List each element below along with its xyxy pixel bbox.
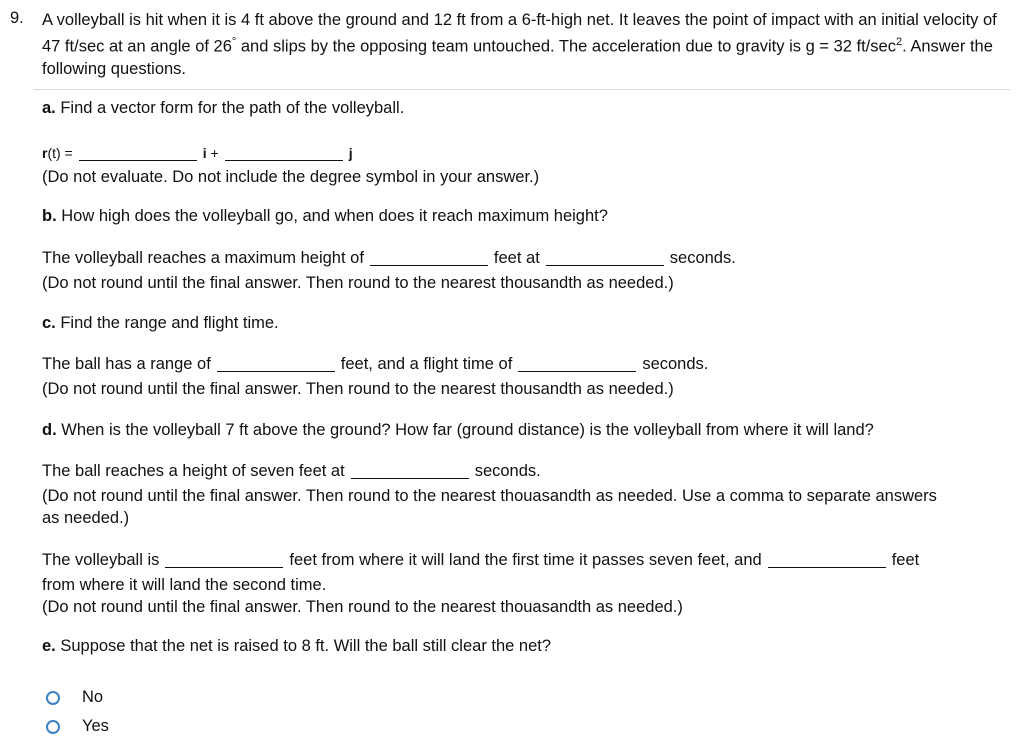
degree-symbol: ° [231,36,237,48]
part-c-text-1: The ball has a range of [42,355,211,373]
i-label: i [202,145,207,161]
part-d-text-6: from where it will land the second time. [42,576,327,594]
option-no[interactable] [46,688,103,707]
radio-circle-icon[interactable] [46,691,60,705]
divider [34,89,1010,90]
part-b-text-2: feet at [493,249,540,267]
part-d-prompt [42,421,874,440]
second-distance-input[interactable] [768,551,886,568]
part-d-note-2: (Do not round until the final answer. Then round to the nearest thouasandth as needed.) [42,598,683,616]
j-component-input[interactable] [225,144,343,161]
range-input[interactable] [217,355,335,372]
option-yes-label: Yes [82,717,109,735]
part-c-note: (Do not round until the final answer. Then round to the nearest thousandth as needed.) [42,380,674,398]
part-a-note: (Do not evaluate. Do not include the degree symbol in your answer.) [42,168,540,186]
part-d-text-4: feet from where it will land the first time it passes seven feet, and [289,551,762,569]
part-b-text: How high does the volleyball go, and when does it reach maximum height? [56,207,608,225]
part-d-note-1b: as needed.) [42,509,130,527]
part-c-answer-row [42,355,708,374]
part-b-letter: b. [42,207,57,225]
part-d-text-3: The volleyball is [42,551,160,569]
r-paren: (t) = [47,145,73,161]
max-height-input[interactable] [370,249,488,266]
option-no-label: No [82,688,104,706]
part-d-time-row [42,462,541,481]
part-d-distance-row [42,551,919,570]
stem-text-2: and slips by the opposing team untouched. The acceleration due to gravity is g = 32 ft/sec [236,37,896,56]
part-c-text: Find the range and flight time. [55,314,279,332]
part-d-text-1: The ball reaches a height of seven feet at [42,462,345,480]
option-yes[interactable] [46,717,109,736]
part-b-prompt [42,207,608,226]
part-d-letter: d. [42,421,57,439]
part-b-answer-row [42,249,736,268]
question-stem [42,9,1002,80]
max-height-time-input[interactable] [546,249,664,266]
radio-circle-icon[interactable] [46,720,60,734]
part-a-text: Find a vector form for the path of the volleyball. [55,99,405,117]
part-d-text: When is the volleyball 7 ft above the ground? How far (ground distance) is the volleyball from where it will land? [56,421,874,439]
part-d-text-2: seconds. [474,462,541,480]
plus-sign: + [206,145,219,161]
part-e-prompt [42,637,551,656]
part-d-text-5: feet [891,551,920,569]
stem-text-1: A volleyball is hit when it is 4 ft above the ground and 12 ft from a 6-ft-high net. It leaves the point of impact with an initial velocity of 47 ft/sec at an angle of 26 [42,11,997,56]
part-c-text-2: feet, and a flight time of [340,355,513,373]
flight-time-input[interactable] [518,355,636,372]
part-e-letter: e. [42,637,56,655]
part-b-note: (Do not round until the final answer. Then round to the nearest thousandth as needed.) [42,274,674,292]
part-c-letter: c. [42,314,56,332]
part-a-prompt [42,99,404,118]
seven-feet-time-input[interactable] [351,462,469,479]
i-component-input[interactable] [79,144,197,161]
j-label: j [348,145,353,161]
part-c-prompt [42,314,279,333]
part-b-text-1: The volleyball reaches a maximum height of [42,249,364,267]
squared-superscript: 2 [895,36,903,48]
part-b-text-3: seconds. [669,249,736,267]
part-a-letter: a. [42,99,56,117]
part-c-text-3: seconds. [642,355,709,373]
question-number: 9. [10,9,24,27]
stem-text-3: . Answer the following questions. [42,37,993,78]
part-a-vector-row [42,144,353,161]
r-label: r [42,145,48,161]
first-distance-input[interactable] [165,551,283,568]
part-e-text: Suppose that the net is raised to 8 ft. Will the ball still clear the net? [55,637,552,655]
part-d-note-1a: (Do not round until the final answer. Then round to the nearest thouasandth as needed. Use a comma to separate answers [42,487,937,505]
